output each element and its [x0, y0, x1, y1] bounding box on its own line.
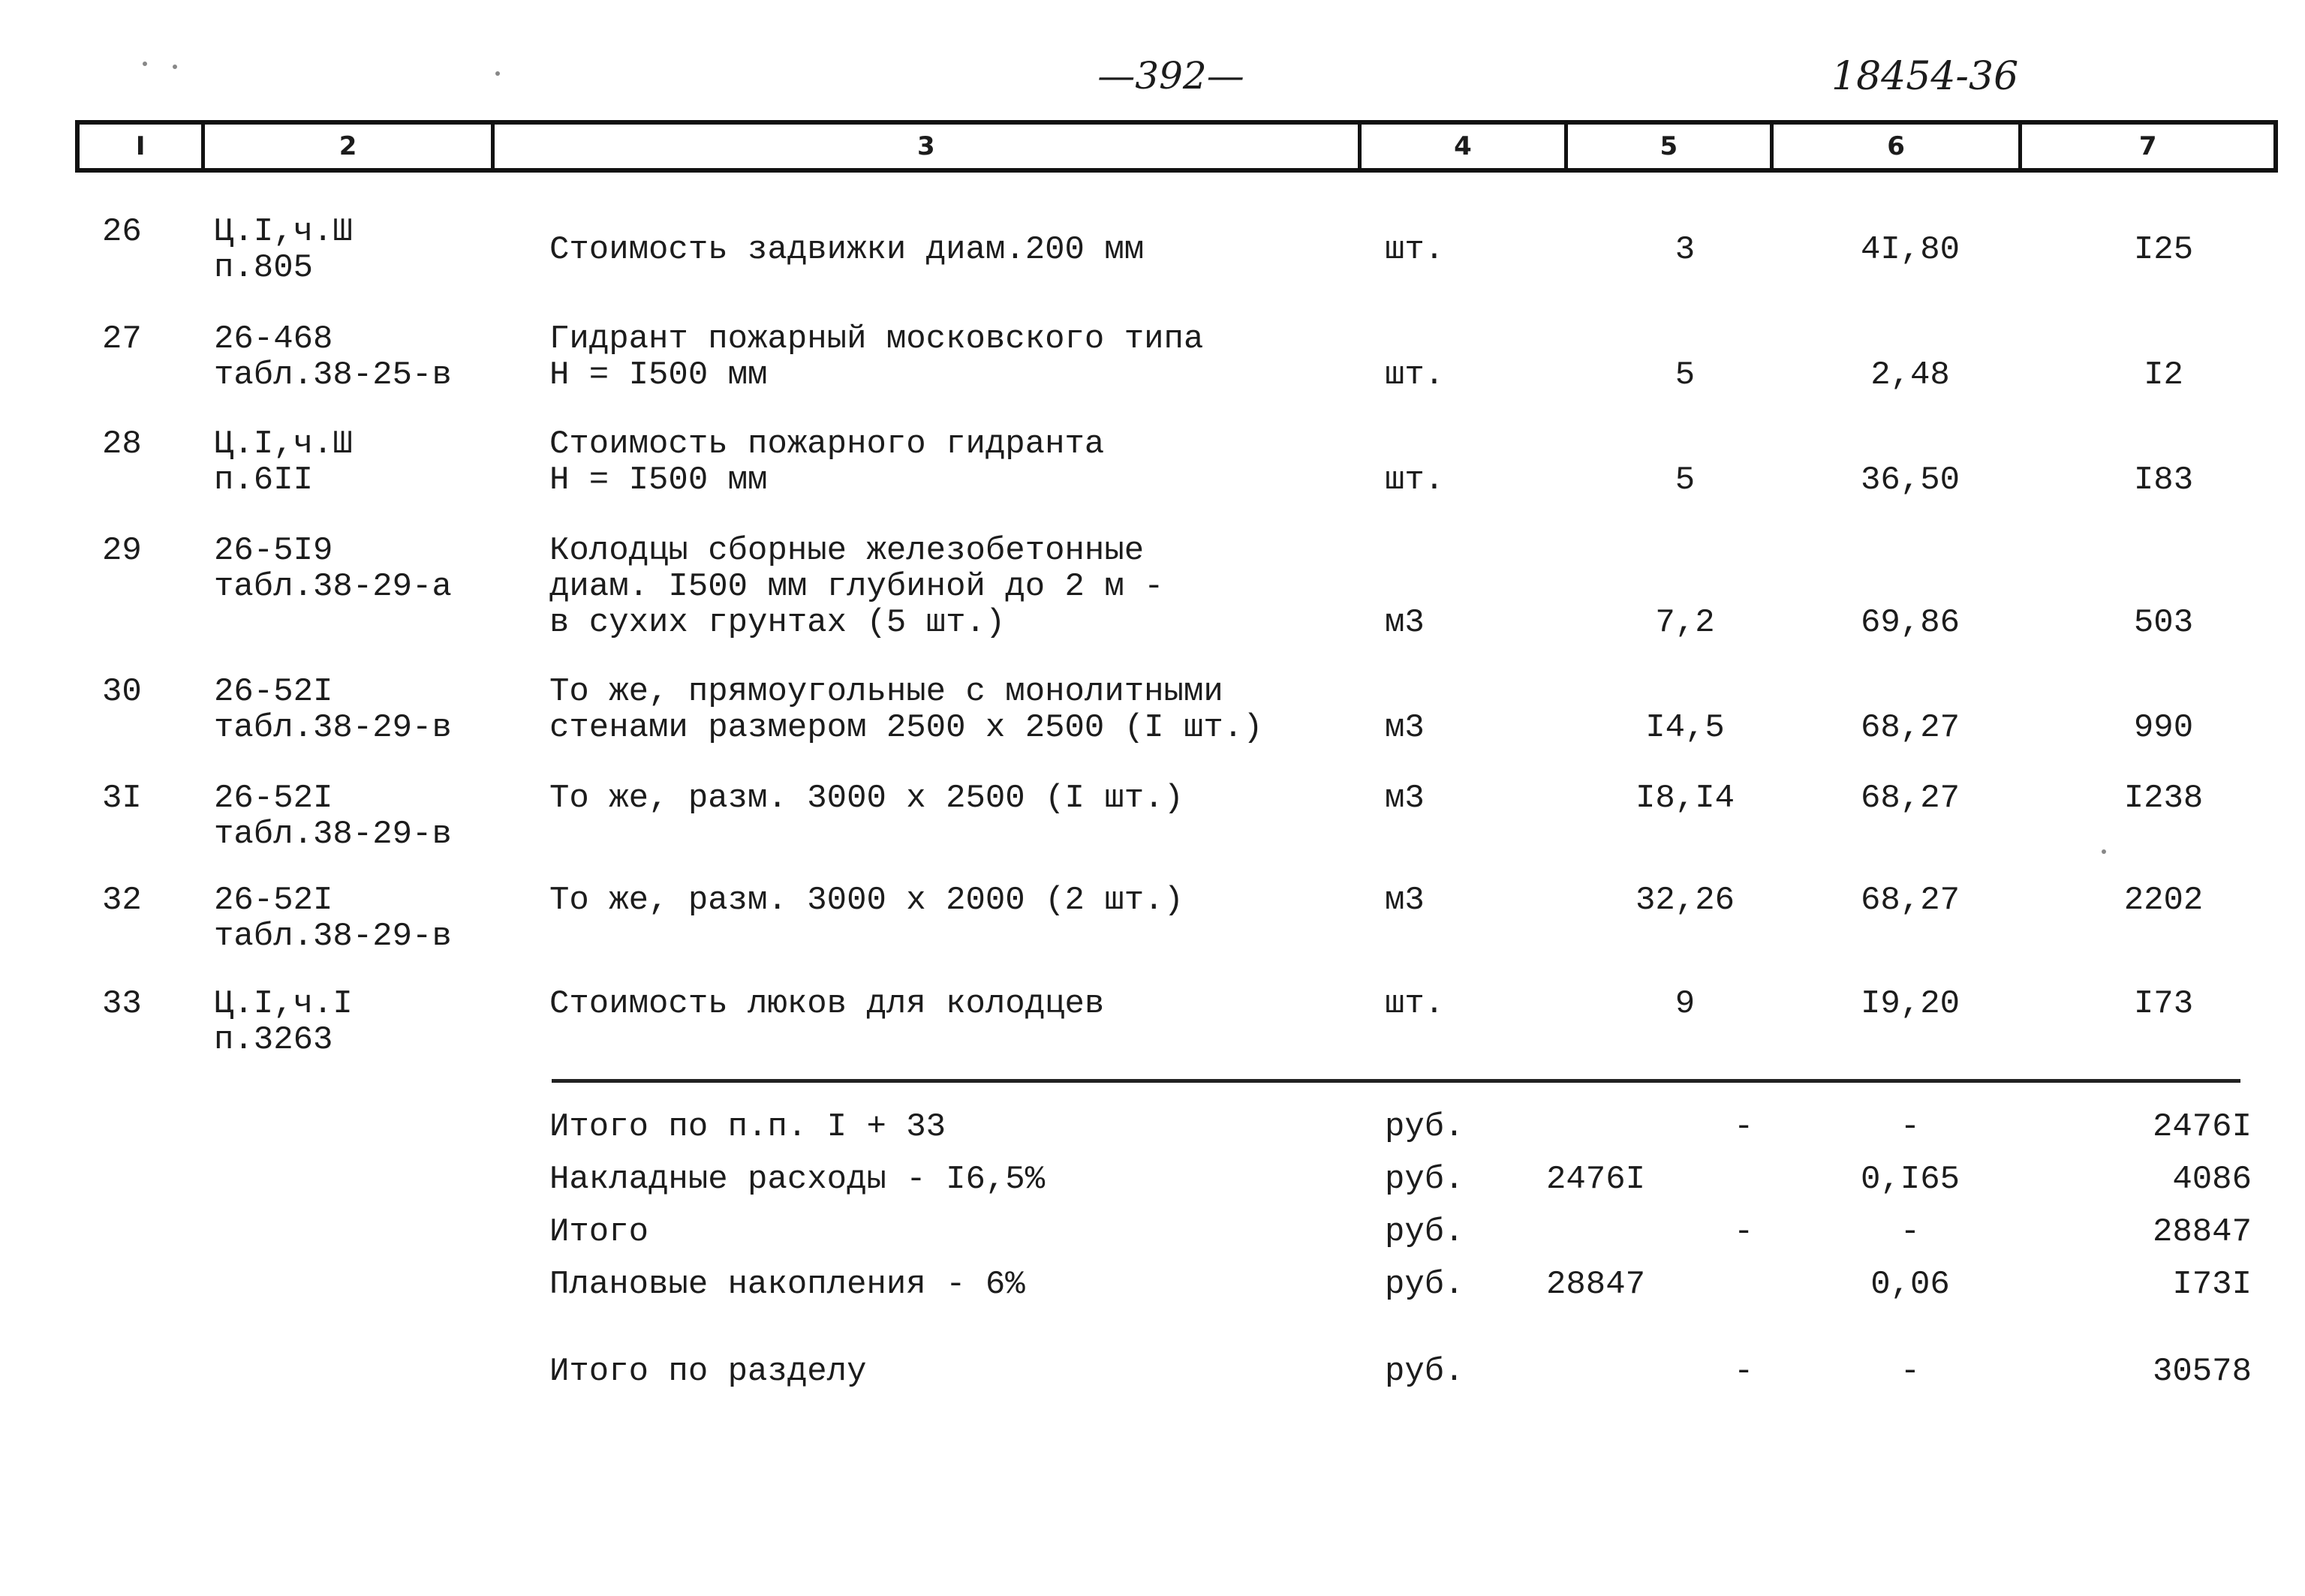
summary-amount: 2476I [2152, 1108, 2252, 1146]
summary-rate: - [1900, 1108, 1921, 1146]
summary-base: - [1734, 1353, 1754, 1390]
reference-line: табл.38-29-в [214, 816, 452, 853]
description-line: Стоимость задвижки диам.200 мм [549, 231, 1145, 269]
totals-divider [552, 1079, 2240, 1083]
document-code: 18454-36 [1831, 54, 2019, 99]
summary-base: - [1734, 1213, 1754, 1251]
reference-line: 26-52I [214, 882, 333, 919]
row-unit: м3 [1385, 604, 1425, 642]
description-line: Гидрант пожарный московского типа [549, 320, 1204, 358]
row-reference [214, 426, 514, 498]
row-description [549, 986, 1435, 1022]
description-line: Стоимость пожарного гидранта [549, 425, 1105, 463]
column-header-6: 6 [1774, 125, 2023, 168]
row-unit-price: 69,86 [1860, 604, 1960, 642]
row-number: 29 [102, 532, 142, 570]
row-unit-price: 36,50 [1860, 461, 1960, 499]
reference-line: Ц.I,ч.I [214, 985, 353, 1023]
row-reference [214, 533, 514, 605]
row-total: I25 [2133, 231, 2194, 269]
row-unit: м3 [1385, 882, 1425, 919]
summary-rate: 0,I65 [1860, 1161, 1960, 1198]
reference-line: п.6II [214, 461, 314, 499]
column-header-2: 2 [205, 125, 494, 168]
row-number: 32 [102, 882, 142, 919]
scan-speck [143, 62, 147, 66]
row-reference [214, 214, 514, 286]
row-unit: шт. [1385, 356, 1445, 394]
row-total: I238 [2123, 780, 2204, 817]
row-reference [214, 986, 514, 1058]
column-header-7: 7 [2138, 131, 2157, 161]
row-description [549, 674, 1435, 746]
row-reference [214, 882, 514, 954]
summary-unit: руб. [1385, 1161, 1464, 1198]
summary-label: Плановые накопления - 6% [549, 1266, 1025, 1303]
summary-unit: руб. [1385, 1353, 1464, 1390]
scan-speck [2102, 849, 2106, 854]
row-unit: м3 [1385, 780, 1425, 817]
description-line: стенами размером 2500 х 2500 (I шт.) [549, 709, 1263, 747]
row-description [549, 882, 1435, 918]
summary-rate: - [1900, 1213, 1921, 1251]
reference-line: табл.38-29-а [214, 568, 452, 606]
row-unit: шт. [1385, 985, 1445, 1023]
row-quantity: I4,5 [1645, 709, 1725, 747]
row-quantity: 5 [1675, 461, 1696, 499]
summary-base: - [1734, 1108, 1754, 1146]
reference-line: 26-468 [214, 320, 333, 358]
summary-amount: 30578 [2152, 1353, 2252, 1390]
summary-label: Итого [549, 1213, 649, 1251]
reference-line: Ц.I,ч.Ш [214, 213, 353, 251]
summary-base: 2476I [1546, 1161, 1646, 1198]
description-line: То же, разм. 3000 х 2000 (2 шт.) [549, 882, 1184, 919]
reference-line: п.805 [214, 249, 314, 287]
column-header-3: 3 [495, 125, 1362, 168]
row-unit-price: 68,27 [1860, 882, 1960, 919]
column-header-4: 4 [1362, 125, 1568, 168]
row-quantity: 7,2 [1655, 604, 1715, 642]
reference-line: табл.38-29-в [214, 918, 452, 955]
description-line: То же, разм. 3000 х 2500 (I шт.) [549, 780, 1184, 817]
description-line: Н = I500 мм [549, 461, 768, 499]
description-line: То же, прямоугольные с монолитными [549, 673, 1223, 711]
row-description [549, 426, 1435, 498]
row-reference [214, 321, 514, 393]
row-unit: шт. [1385, 231, 1445, 269]
row-description [549, 533, 1435, 641]
summary-label: Итого по п.п. I + 33 [549, 1108, 946, 1146]
summary-amount: 28847 [2152, 1213, 2252, 1251]
row-number: 3I [102, 780, 142, 817]
reference-line: 26-52I [214, 780, 333, 817]
description-line: Колодцы сборные железобетонные [549, 532, 1145, 570]
description-line: Стоимость люков для колодцев [549, 985, 1105, 1023]
row-unit: м3 [1385, 709, 1425, 747]
row-description [549, 232, 1435, 268]
summary-unit: руб. [1385, 1266, 1464, 1303]
description-line: диам. I500 мм глубиной до 2 м - [549, 568, 1164, 606]
summary-unit: руб. [1385, 1213, 1464, 1251]
row-total: I2 [2144, 356, 2183, 394]
row-unit-price: 2,48 [1870, 356, 1950, 394]
reference-line: п.3263 [214, 1021, 333, 1059]
row-total: I83 [2133, 461, 2194, 499]
description-line: в сухих грунтах (5 шт.) [549, 604, 1006, 642]
row-unit-price: 4I,80 [1860, 231, 1960, 269]
row-quantity: I8,I4 [1635, 780, 1735, 817]
summary-unit: руб. [1385, 1108, 1464, 1146]
row-number: 26 [102, 213, 142, 251]
row-total: 990 [2133, 709, 2194, 747]
summary-rate: - [1900, 1353, 1921, 1390]
row-reference [214, 780, 514, 852]
scan-speck [495, 71, 500, 76]
reference-line: табл.38-25-в [214, 356, 452, 394]
row-number: 28 [102, 425, 142, 463]
column-header-5: 5 [1568, 125, 1774, 168]
row-number: 30 [102, 673, 142, 711]
row-quantity: 3 [1675, 231, 1696, 269]
row-unit-price: 68,27 [1860, 709, 1960, 747]
column-header-row [75, 120, 2278, 173]
summary-label: Итого по разделу [549, 1353, 867, 1390]
description-line: Н = I500 мм [549, 356, 768, 394]
row-unit: шт. [1385, 461, 1445, 499]
row-unit-price: 68,27 [1860, 780, 1960, 817]
summary-amount: I73I [2172, 1266, 2252, 1303]
row-number: 27 [102, 320, 142, 358]
row-total: 2202 [2123, 882, 2204, 919]
summary-rate: 0,06 [1870, 1266, 1950, 1303]
page-number: —392— [1097, 54, 1244, 98]
row-quantity: 32,26 [1635, 882, 1735, 919]
row-reference [214, 674, 514, 746]
summary-label: Накладные расходы - I6,5% [549, 1161, 1046, 1198]
row-total: I73 [2133, 985, 2194, 1023]
row-quantity: 9 [1675, 985, 1696, 1023]
summary-amount: 4086 [2172, 1161, 2252, 1198]
summary-base: 28847 [1546, 1266, 1646, 1303]
row-description [549, 780, 1435, 816]
row-number: 33 [102, 985, 142, 1023]
reference-line: Ц.I,ч.Ш [214, 425, 353, 463]
row-unit-price: I9,20 [1860, 985, 1960, 1023]
scan-speck [173, 65, 177, 69]
reference-line: 26-52I [214, 673, 333, 711]
column-header-1: I [80, 125, 205, 168]
reference-line: 26-5I9 [214, 532, 333, 570]
row-quantity: 5 [1675, 356, 1696, 394]
row-description [549, 321, 1435, 393]
row-total: 503 [2133, 604, 2194, 642]
reference-line: табл.38-29-в [214, 709, 452, 747]
